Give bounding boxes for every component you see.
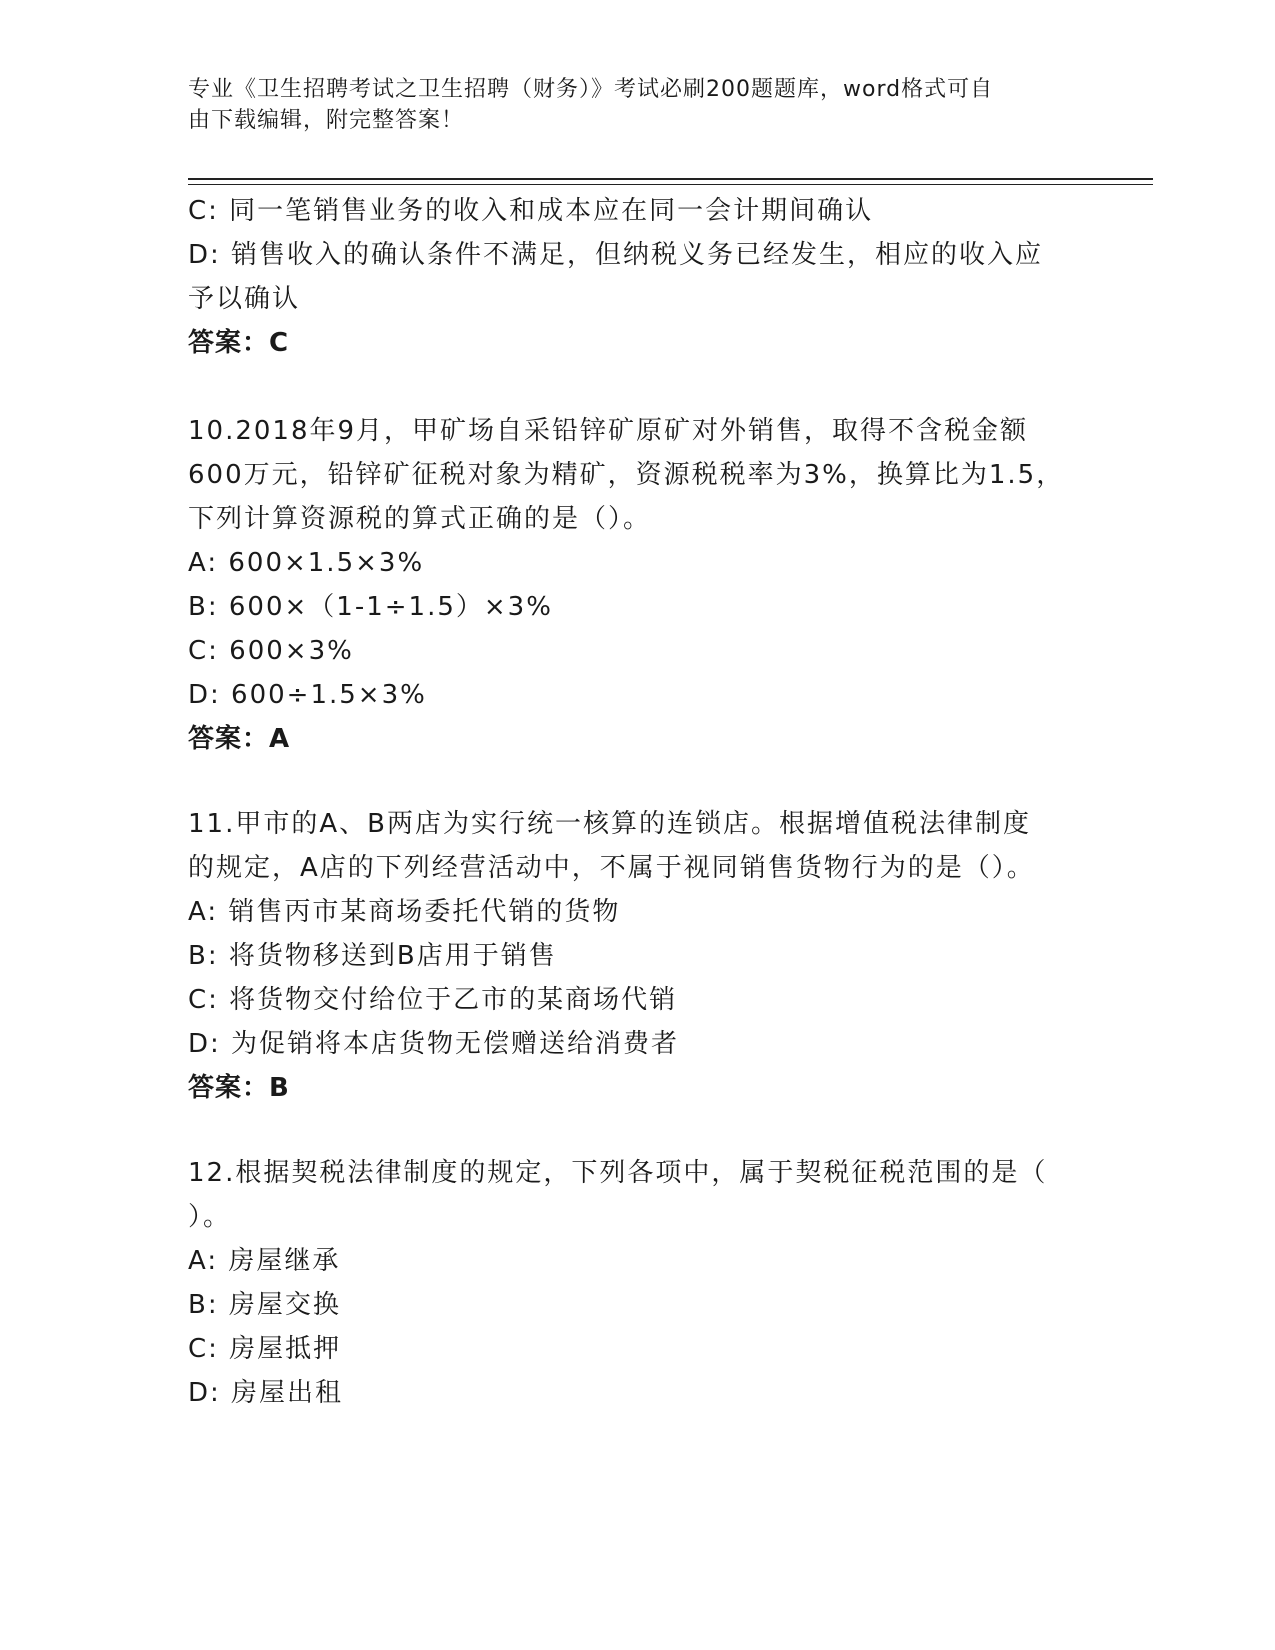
question-11-option-b: B: 将货物移送到B店用于销售	[188, 941, 557, 971]
prev-question-option-d-line-1: D: 销售收入的确认条件不满足，但纳税义务已经发生，相应的收入应	[188, 240, 1044, 270]
question-12-option-d: D: 房屋出租	[188, 1378, 344, 1408]
question-10-stem-line-3: 下列计算资源税的算式正确的是（）。	[188, 504, 652, 534]
question-11-option-d: D: 为促销将本店货物无偿赠送给消费者	[188, 1029, 680, 1059]
question-10-stem-line-1: 10.2018年9月，甲矿场自采铅锌矿原矿对外销售，取得不含税金额	[188, 416, 1029, 446]
question-11-option-c: C: 将货物交付给位于乙市的某商场代销	[188, 985, 678, 1015]
header-divider-thick	[188, 178, 1153, 180]
header-divider-thin	[188, 184, 1153, 185]
question-11-option-a: A: 销售丙市某商场委托代销的货物	[188, 897, 621, 927]
question-11-answer: 答案：B	[188, 1073, 290, 1103]
question-12-option-a: A: 房屋继承	[188, 1246, 341, 1276]
question-12-stem-line-2: ）。	[188, 1202, 232, 1232]
prev-question-option-c: C: 同一笔销售业务的收入和成本应在同一会计期间确认	[188, 196, 874, 226]
document-header	[188, 74, 1068, 136]
question-12-option-b: B: 房屋交换	[188, 1290, 341, 1320]
question-10-option-a: A: 600×1.5×3%	[188, 548, 425, 578]
prev-question-answer: 答案：C	[188, 328, 290, 358]
question-10-stem-line-2: 600万元，铅锌矿征税对象为精矿，资源税税率为3%，换算比为1.5，	[188, 460, 1065, 490]
header-line-1: 专业《卫生招聘考试之卫生招聘（财务）》考试必刷200题题库，word格式可自	[188, 77, 994, 102]
question-10-answer: 答案：A	[188, 724, 291, 754]
header-line-2: 由下载编辑，附完整答案！	[188, 108, 465, 133]
prev-question-option-d-line-2: 予以确认	[188, 284, 301, 314]
question-10-option-c: C: 600×3%	[188, 636, 354, 666]
question-12-option-c: C: 房屋抵押	[188, 1334, 342, 1364]
question-10-option-b: B: 600×（1-1÷1.5）×3%	[188, 592, 553, 622]
question-10-option-d: D: 600÷1.5×3%	[188, 680, 427, 710]
question-12-stem-line-1: 12.根据契税法律制度的规定，下列各项中，属于契税征税范围的是（	[188, 1158, 1048, 1188]
question-11-stem-line-1: 11.甲市的A、B两店为实行统一核算的连锁店。根据增值税法律制度	[188, 809, 1031, 839]
question-11-stem-line-2: 的规定，A店的下列经营活动中，不属于视同销售货物行为的是（）。	[188, 853, 1035, 883]
